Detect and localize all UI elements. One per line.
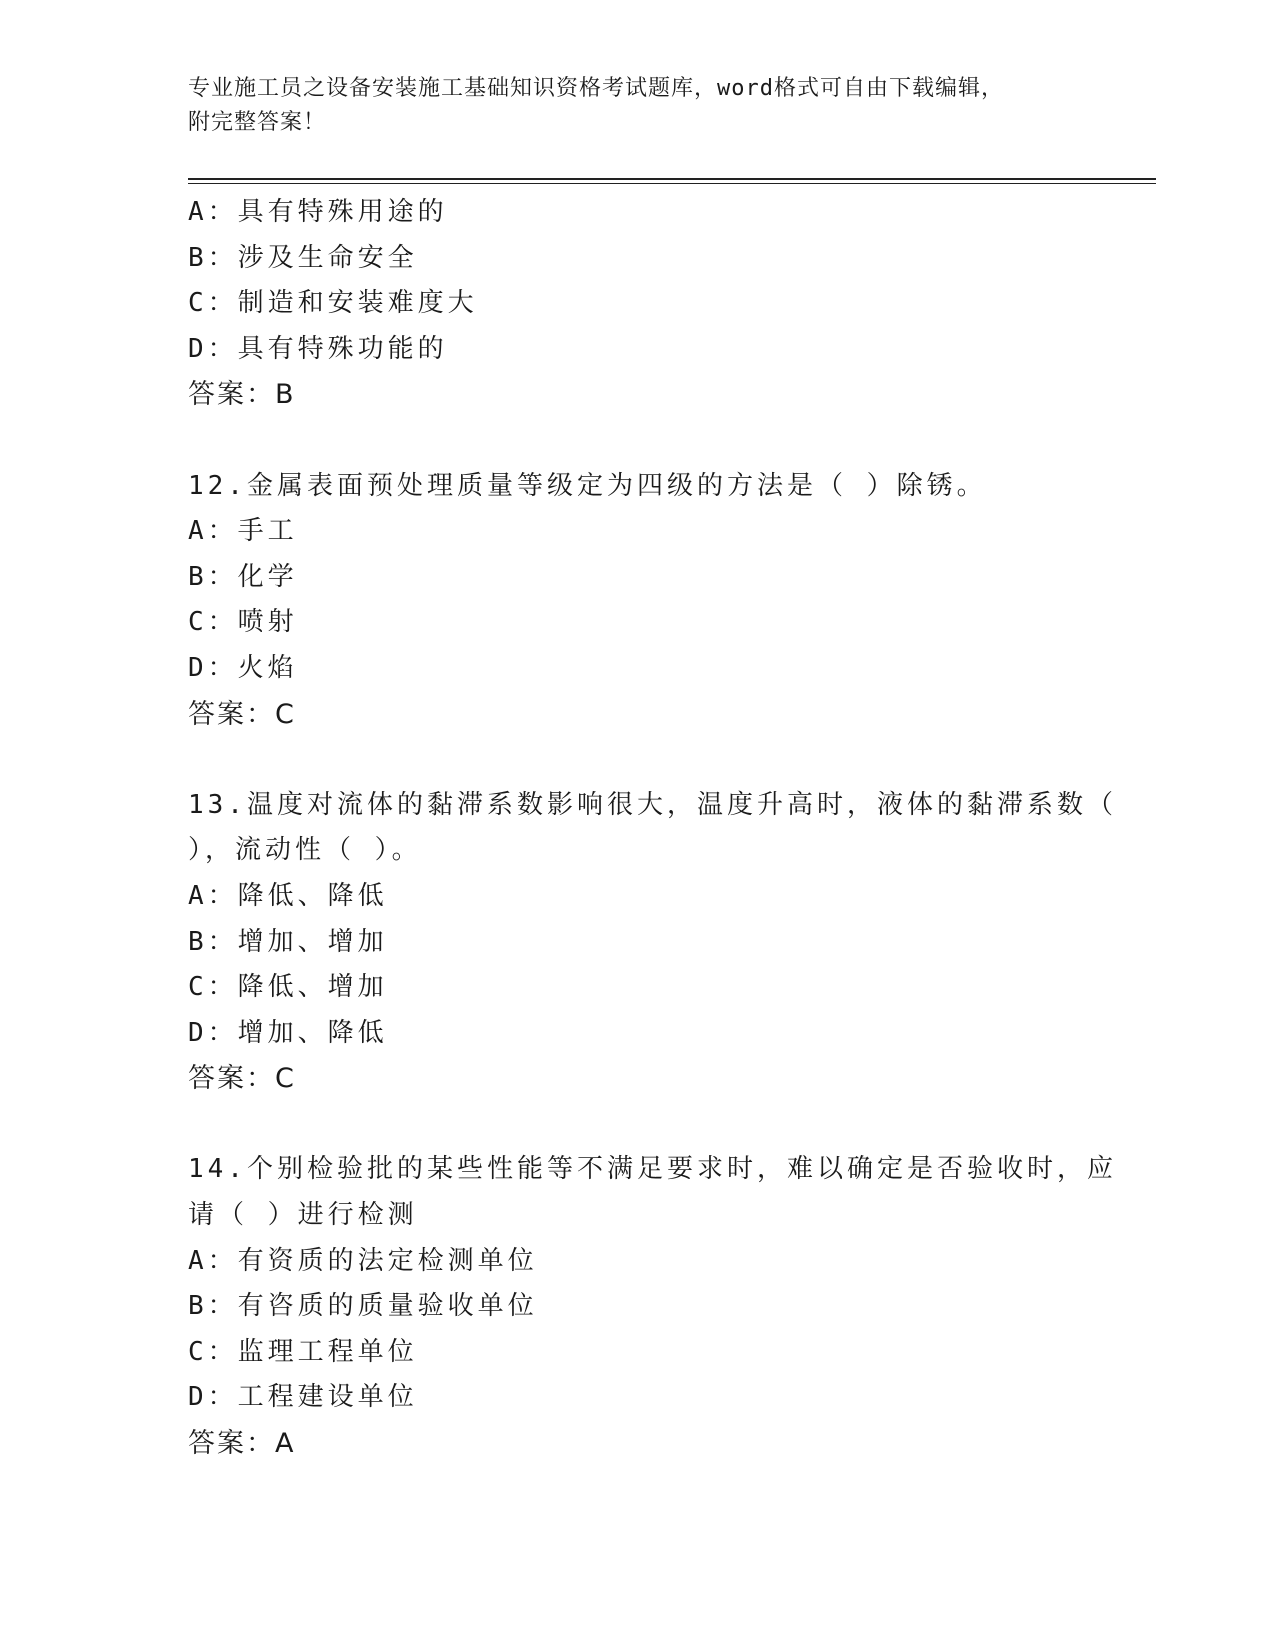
option-b: B：涉及生命安全 (188, 242, 418, 273)
answer-line: 答案：C (188, 698, 296, 730)
option-a: A：降低、降低 (188, 880, 388, 911)
question-stem-continued: 请（ ）进行检测 (188, 1200, 418, 1231)
option-d: D：具有特殊功能的 (188, 333, 448, 364)
header-divider-thick (188, 178, 1156, 180)
header-line-2: 附完整答案！ (188, 110, 327, 135)
answer-line: 答案：B (188, 379, 296, 411)
question-13 (188, 783, 1117, 1102)
question-14 (188, 1147, 1117, 1466)
option-d: D：工程建设单位 (188, 1382, 418, 1413)
option-d: D：增加、降低 (188, 1017, 388, 1048)
answer-line: 答案：C (188, 1063, 296, 1095)
option-a: A：有资质的法定检测单位 (188, 1245, 538, 1276)
document-header (188, 72, 1088, 140)
header-divider-thin (188, 183, 1156, 184)
option-c: C：降低、增加 (188, 972, 388, 1003)
question-stem-continued: ），流动性（ ）。 (188, 835, 422, 866)
question-12 (188, 464, 1088, 738)
question-list (188, 190, 1117, 1467)
option-c: C：监理工程单位 (188, 1336, 418, 1367)
spacer (188, 1102, 1088, 1148)
question-11 (188, 190, 1088, 418)
option-a: A：手工 (188, 516, 298, 547)
spacer (188, 418, 1088, 464)
question-stem: 13.温度对流体的黏滞系数影响很大，温度升高时，液体的黏滞系数（ (188, 789, 1117, 820)
option-b: B：有咨质的质量验收单位 (188, 1291, 538, 1322)
question-stem: 12.金属表面预处理质量等级定为四级的方法是（ ）除锈。 (188, 470, 987, 501)
option-d: D：火焰 (188, 652, 298, 683)
option-b: B：化学 (188, 561, 298, 592)
question-stem: 14.个别检验批的某些性能等不满足要求时，难以确定是否验收时，应 (188, 1154, 1117, 1185)
option-c: C：制造和安装难度大 (188, 288, 478, 319)
option-b: B：增加、增加 (188, 926, 388, 957)
option-a: A：具有特殊用途的 (188, 197, 448, 227)
header-line-1: 专业施工员之设备安装施工基础知识资格考试题库，word格式可自由下载编辑， (188, 76, 1004, 101)
spacer (188, 737, 1088, 783)
option-c: C：喷射 (188, 607, 298, 638)
answer-line: 答案：A (188, 1428, 296, 1460)
